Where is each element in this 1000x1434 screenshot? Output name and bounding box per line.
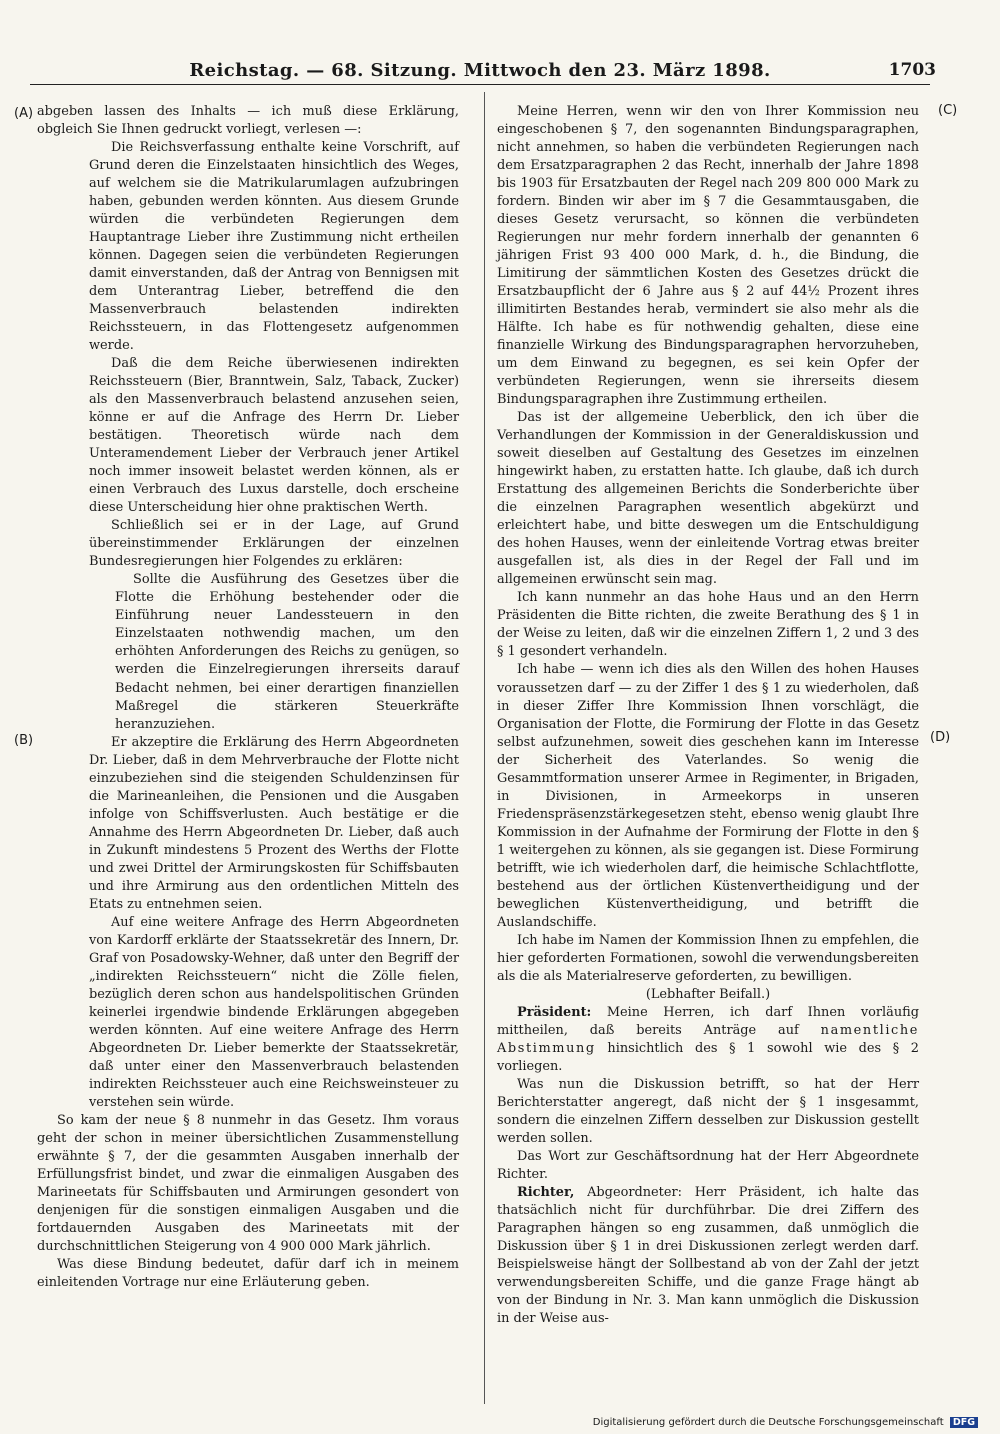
paragraph: abgeben lassen des Inhalts — ich muß diese Erklärung, obgleich Sie Ihnen gedruckt vorliegt, verlesen —: [37, 104, 459, 138]
quoted-paragraph: Daß die dem Reiche überwiesenen indirekten Reichssteuern (Bier, Branntwein, Salz, Taback, Zucker) als den Massenverbrauch belastend anzusehen seien, könne er auf die Anfrage des Herrn Dr. Lieber bestätigen. Theoretisch würde nach dem Unteramendement Lieber der Verbrauch jener Artikel noch immer insoweit belastet werden können, als er einen Verbrauch des Luxus darstelle, doch erscheine diese Unterscheidung hier ohne praktischen Werth. [89, 356, 459, 516]
margin-marker-b: (B) [14, 733, 34, 748]
quoted-paragraph: Schließlich sei er in der Lage, auf Grund übereinstimmender Erklärungen der einzelnen Bundesregierungen hier Folgendes zu erklären: [89, 518, 459, 570]
page-title: Reichstag. — 68. Sitzung. Mittwoch den 23. März 1898. [189, 60, 771, 81]
applause-note: (Lebhafter Beifall.) [645, 986, 771, 1002]
speaker-label: Präsident: [517, 1004, 592, 1020]
margin-marker-c: (C) [938, 103, 958, 118]
page-header [30, 58, 936, 85]
quoted-paragraph: Auf eine weitere Anfrage des Herrn Abgeordneten von Kardorff erklärte der Staatssekretär des Innern, Dr. Graf von Posadowsky-Wehner, daß unter den Begriff der „indirekten Reichssteuern“ nicht die Zölle fielen, bezüglich deren schon aus handelspolitischen Gründen keinerlei irgendwie bindende Erklärungen abgegeben werden könnten. Auf eine weitere Anfrage des Herrn Abgeordneten Dr. Lieber bemerkte der Staatssekretär, daß unter einer den Massenverbrauch belastenden indirekten Reichssteuer auch eine Reichsweinsteuer zu verstehen sein würde. [89, 914, 459, 1110]
margin-marker-d: (D) [930, 730, 951, 745]
paragraph: Ich habe — wenn ich dies als den Willen des hohen Hauses voraussetzen darf — zu der Ziffer 1 des § 1 zu wiederholen, daß in dieser Ziffer Ihre Kommission Ihnen vorschlägt, die Organisation der Flotte, die Formirung der Flotte in das Gesetz selbst aufzunehmen, soweit dies geschehen kann im Interesse der Sicherheit des Vaterlandes. So wenig die Gesammtformation unserer Armee in Regimenter, in Brigaden, in Divisionen, in Armeekorps in unseren Friedenspräsenzstärkegesetzen steht, ebenso wenig glaubt Ihre Kommission in der Aufnahme der Formirung der Flotte in den § 1 weitergehen zu können, als sie gegangen ist. Diese Formirung betrifft, wie ich wiederholen darf, die heimische Schlachtflotte, bestehend aus der örtlichen Küstenvertheidigung und der beweglichen Küstenvertheidigung, und betrifft die Auslandschiffe. [497, 662, 919, 930]
footer-text: Digitalisierung gefördert durch die Deutsche Forschungsgemeinschaft [592, 1417, 944, 1428]
speech-text: Meine Herren, ich darf Ihnen vorläufig mittheilen, daß bereits Anträge auf [497, 1004, 919, 1038]
column-divider [484, 92, 485, 1404]
margin-marker-a: (A) [14, 106, 34, 121]
dfg-logo: DFG [950, 1417, 978, 1428]
quoted-paragraph: Er akzeptire die Erklärung des Herrn Abgeordneten Dr. Lieber, daß in dem Mehrverbrauche der Flotte nicht einzubeziehen sind die steigenden Schuldenzinsen für die Marineanleihen, die Pensionen und die Ausgaben infolge von Schiffsverlusten. Auch bestätige er die Annahme des Herrn Abgeordneten Dr. Lieber, daß auch in Zukunft mindestens 5 Prozent des Werths der Flotte und zwei Drittel der Armirungskosten für Schiffsbauten und ihre Armirung aus den ordentlichen Mitteln des Etats zu entnehmen seien. [89, 734, 459, 912]
paragraph: Das ist der allgemeine Ueberblick, den ich über die Verhandlungen der Kommission in der Generaldiskussion und soweit dieselben auf Gestaltung des Gesetzes im einzelnen hingewirkt haben, zu erstatten hatte. Ich glaube, daß ich durch Erstattung des allgemeinen Berichts die Sonderberichte über die einzelnen Paragraphen wesentlich abgekürzt und erleichtert habe, und bitte deswegen um die Entschuldigung des hohen Hauses, wenn der einleitende Vortrag etwas breiter ausgefallen ist, als dies in der Regel der Fall und im allgemeinen erwünscht sein mag. [497, 410, 919, 588]
speaker-label: Richter, [517, 1184, 575, 1200]
speech-text: Abgeordneter: Herr Präsident, ich halte das thatsächlich nicht für durchführbar. Die drei Ziffern des Paragraphen hängen so eng zusammen, daß unmöglich die Diskussion über § 1 in drei Diskussionen zerlegt werden darf. Beispielsweise hängt der Sollbestand ab von der Zahl der jetzt verwendungsbereiten Schiffe, und die ganze Frage hängt ab von der Bindung in Nr. 3. Man kann unmöglich die Diskussion in der Weise aus- [497, 1184, 919, 1327]
paragraph: Was nun die Diskussion betrifft, so hat der Herr Berichterstatter angeregt, daß nicht der § 1 insgesammt, sondern die einzelnen Ziffern desselben zur Diskussion gestellt werden sollen. [497, 1076, 919, 1146]
page-number: 1703 [888, 60, 936, 80]
paragraph: Das Wort zur Geschäftsordnung hat der Herr Abgeordnete Richter. [497, 1148, 919, 1182]
paragraph: Was diese Bindung bedeutet, dafür darf ich in meinem einleitenden Vortrage nur eine Erläuterung geben. [37, 1257, 459, 1291]
paragraph: Meine Herren, wenn wir den von Ihrer Kommission neu eingeschobenen § 7, den sogenannten Bindungsparagraphen, nicht annehmen, so haben die verbündeten Regierungen nach dem Ersatzparagraphen 2 das Recht, innerhalb der Jahre 1898 bis 1903 für Ersatzbauten der Regel nach 209 800 000 Mark zu fordern. Binden wir aber im § 7 die Gesammtausgaben, die dieses Gesetz verursacht, so können die verbündeten Regierungen nur mehr fordern innerhalb der genannten 6 jährigen Frist 93 400 000 Mark, d. h., die Bindung, die Limitirung der sämmtlichen Kosten des Gesetzes drückt die Ersatzbaupflicht der 6 Jahre aus § 2 auf 44½ Prozent ihres illimitirten Bestandes herab, vermindert sie also mehr als die Hälfte. Ich habe es für nothwendig gehalten, diese eine finanzielle Wirkung des Bindungsparagraphen hervorzuheben, um dem Einwand zu begegnen, es sei kein Opfer der verbündeten Regierungen, wenn sie ihrerseits diesem Bindungsparagraphen ihre Zustimmung ertheilen. [497, 104, 919, 408]
paragraph: Ich kann nunmehr an das hohe Haus und an den Herrn Präsidenten die Bitte richten, die zweite Berathung des § 1 in der Weise zu leiten, daß wir die einzelnen Ziffern 1, 2 und 3 des § 1 gesondert verhandeln. [497, 590, 919, 660]
left-column [37, 103, 459, 1403]
declaration-paragraph: Sollte die Ausführung des Gesetzes über die Flotte die Erhöhung bestehender oder die Einführung neuer Landessteuern in den Einzelstaaten nothwendig machen, um den erhöhten Anforderungen des Reichs zu genügen, so werden die Einzelregierungen ihrerseits darauf Bedacht nehmen, bei einer derartigen finanziellen Maßregel die stärkeren Steuerkräfte heranzuziehen. [115, 572, 459, 732]
quoted-paragraph: Die Reichsverfassung enthalte keine Vorschrift, auf Grund deren die Einzelstaaten hinsichtlich des Weges, auf welchem sie die Matrikularumlagen aufzubringen haben, gebunden werden könnten. Aus diesem Grunde würden die verbündeten Regierungen dem Hauptantrage Lieber ihre Zustimmung nicht ertheilen können. Dagegen seien die verbündeten Regierungen damit einverstanden, daß der Antrag von Bennigsen mit dem Unterantrag Lieber, betreffend die den Massenverbrauch belastenden indirekten Reichssteuern, in das Flottengesetz aufgenommen werde. [89, 140, 459, 354]
paragraph: So kam der neue § 8 nunmehr in das Gesetz. Ihm voraus geht der schon in meiner übersichtlichen Zusammenstellung erwähnte § 7, der die gesammten Ausgaben innerhalb der Erfüllungsfrist bindet, und zwar die einmaligen Ausgaben des Marineetats für Schiffsbauten und Armirungen gesondert von denjenigen für die sonstigen einmaligen Ausgaben und die fortdauernden Ausgaben des Marineetats mit der durchschnittlichen Steigerung von 4 900 000 Mark jährlich. [37, 1112, 459, 1254]
right-column [497, 103, 919, 1403]
richter-paragraph [497, 1184, 919, 1328]
paragraph: Ich habe im Namen der Kommission Ihnen zu empfehlen, die hier geforderten Formationen, sowohl die verwendungsbereiten als die als Materialreserve geforderten, zu bewilligen. [497, 932, 919, 984]
speech-text: hinsichtlich des § 1 sowohl wie des § 2 vorliegen. [497, 1040, 919, 1074]
president-paragraph [497, 1004, 919, 1076]
spaced-emphasis: namentliche Abstimmung [497, 1022, 919, 1056]
footer-credit [593, 1417, 978, 1428]
